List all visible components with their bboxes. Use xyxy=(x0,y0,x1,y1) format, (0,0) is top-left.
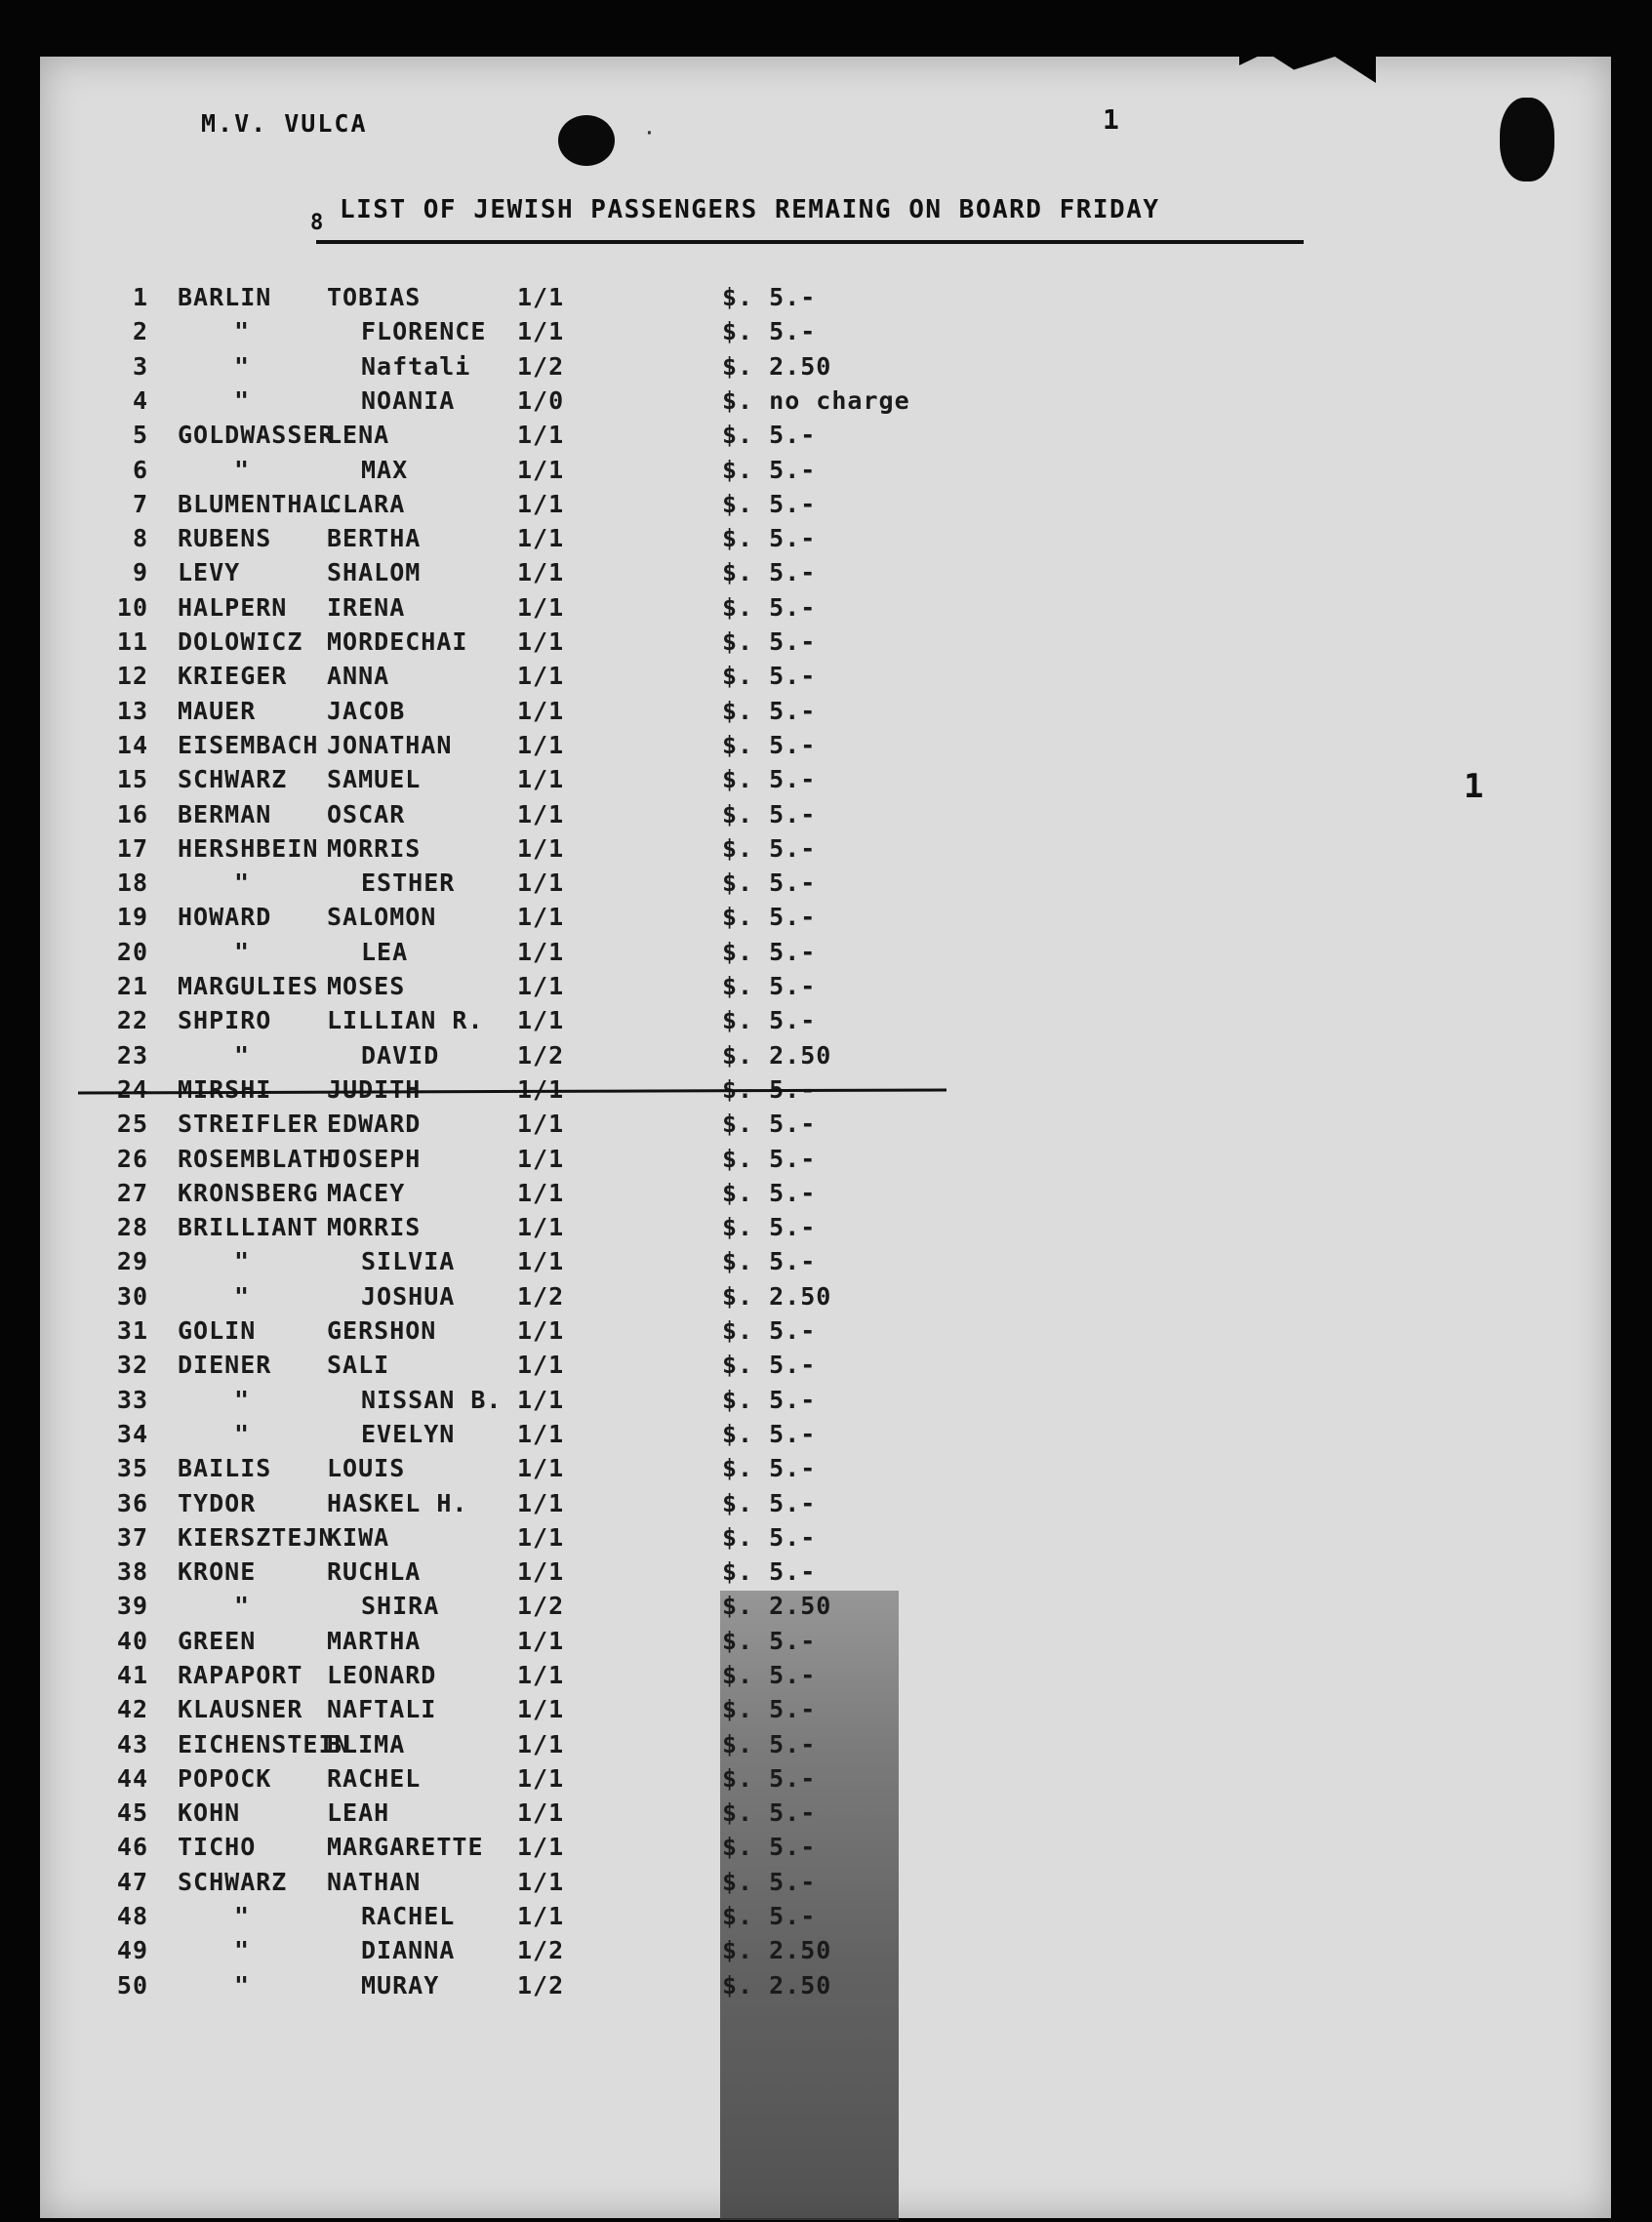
passenger-amount: $. 5.- xyxy=(722,1868,817,1896)
passenger-given-name: JUDITH xyxy=(327,1075,422,1104)
passenger-fare-fraction: 1/1 xyxy=(517,1247,565,1275)
passenger-fare-fraction: 1/1 xyxy=(517,1868,565,1896)
passenger-surname: " xyxy=(234,1936,251,1964)
passenger-number: 47 xyxy=(116,1868,148,1896)
passenger-fare-fraction: 1/2 xyxy=(517,1282,565,1311)
passenger-given-name: MURAY xyxy=(361,1971,440,2000)
passenger-number: 25 xyxy=(116,1110,148,1138)
passenger-number: 48 xyxy=(116,1902,148,1930)
passenger-surname: " xyxy=(234,869,251,897)
passenger-number: 50 xyxy=(116,1971,148,2000)
passenger-amount: $. 5.- xyxy=(722,593,817,622)
passenger-fare-fraction: 1/1 xyxy=(517,1213,565,1241)
passenger-surname: " xyxy=(234,456,251,484)
passenger-given-name: LEONARD xyxy=(327,1661,437,1689)
passenger-given-name: LOUIS xyxy=(327,1454,406,1482)
passenger-amount: $. 5.- xyxy=(722,697,817,725)
passenger-fare-fraction: 1/1 xyxy=(517,1351,565,1379)
passenger-number: 14 xyxy=(116,731,148,759)
passenger-number: 2 xyxy=(132,317,148,345)
ship-mark: · xyxy=(644,123,657,143)
passenger-fare-fraction: 1/1 xyxy=(517,1454,565,1482)
passenger-fare-fraction: 1/1 xyxy=(517,1764,565,1793)
passenger-given-name: SILVIA xyxy=(361,1247,456,1275)
passenger-given-name: MARTHA xyxy=(327,1627,422,1655)
passenger-number: 17 xyxy=(116,834,148,863)
passenger-fare-fraction: 1/1 xyxy=(517,593,565,622)
passenger-amount: $. 5.- xyxy=(722,1213,817,1241)
passenger-surname: SCHWARZ xyxy=(178,1868,288,1896)
passenger-surname: " xyxy=(234,938,251,966)
passenger-fare-fraction: 1/1 xyxy=(517,1179,565,1207)
passenger-number: 19 xyxy=(116,903,148,931)
passenger-amount: $. 5.- xyxy=(722,1420,817,1448)
passenger-fare-fraction: 1/1 xyxy=(517,1730,565,1758)
passenger-surname: " xyxy=(234,1386,251,1414)
passenger-fare-fraction: 1/1 xyxy=(517,800,565,828)
passenger-surname: BRILLIANT xyxy=(178,1213,319,1241)
passenger-fare-fraction: 1/1 xyxy=(517,627,565,656)
passenger-given-name: Naftali xyxy=(361,352,471,381)
passenger-number: 20 xyxy=(116,938,148,966)
passenger-surname: BARLIN xyxy=(178,283,272,311)
punch-hole-left xyxy=(558,115,615,166)
passenger-number: 31 xyxy=(116,1316,148,1345)
passenger-fare-fraction: 1/1 xyxy=(517,1557,565,1586)
passenger-given-name: EVELYN xyxy=(361,1420,456,1448)
passenger-amount: $. 5.- xyxy=(722,283,817,311)
passenger-fare-fraction: 1/1 xyxy=(517,1902,565,1930)
passenger-given-name: SHALOM xyxy=(327,558,422,586)
passenger-number: 21 xyxy=(116,972,148,1000)
passenger-given-name: FLORENCE xyxy=(361,317,487,345)
passenger-surname: KOHN xyxy=(178,1798,241,1827)
passenger-surname: GOLDWASSER xyxy=(178,421,335,449)
passenger-given-name: LILLIAN R. xyxy=(327,1006,484,1034)
passenger-number: 26 xyxy=(116,1145,148,1173)
passenger-surname: DOLOWICZ xyxy=(178,627,303,656)
passenger-given-name: JOSHUA xyxy=(361,1282,456,1311)
passenger-surname: ROSEMBLATH xyxy=(178,1145,335,1173)
passenger-given-name: NATHAN xyxy=(327,1868,422,1896)
passenger-amount: $. 5.- xyxy=(722,1489,817,1517)
passenger-surname: " xyxy=(234,1971,251,2000)
passenger-number: 5 xyxy=(132,421,148,449)
passenger-amount: $. 5.- xyxy=(722,558,817,586)
passenger-surname: " xyxy=(234,386,251,415)
passenger-surname: MARGULIES xyxy=(178,972,319,1000)
passenger-amount: $. 5.- xyxy=(722,1110,817,1138)
passenger-amount: $. 5.- xyxy=(722,869,817,897)
passenger-amount: $. 5.- xyxy=(722,1730,817,1758)
passenger-fare-fraction: 1/0 xyxy=(517,386,565,415)
passenger-fare-fraction: 1/1 xyxy=(517,834,565,863)
passenger-surname: STREIFLER xyxy=(178,1110,319,1138)
passenger-fare-fraction: 1/1 xyxy=(517,903,565,931)
passenger-number: 41 xyxy=(116,1661,148,1689)
passenger-surname: " xyxy=(234,1282,251,1311)
passenger-amount: $. 2.50 xyxy=(722,1282,832,1311)
passenger-amount: $. 5.- xyxy=(722,731,817,759)
passenger-given-name: MORRIS xyxy=(327,834,422,863)
passenger-given-name: JOSEPH xyxy=(327,1145,422,1173)
passenger-given-name: JACOB xyxy=(327,697,406,725)
passenger-number: 37 xyxy=(116,1523,148,1552)
passenger-amount: $. 2.50 xyxy=(722,352,832,381)
passenger-number: 49 xyxy=(116,1936,148,1964)
passenger-fare-fraction: 1/1 xyxy=(517,1145,565,1173)
passenger-number: 27 xyxy=(116,1179,148,1207)
passenger-surname: POPOCK xyxy=(178,1764,272,1793)
passenger-amount: $. 5.- xyxy=(722,800,817,828)
passenger-fare-fraction: 1/1 xyxy=(517,731,565,759)
passenger-given-name: NISSAN B. xyxy=(361,1386,503,1414)
passenger-surname: SCHWARZ xyxy=(178,765,288,793)
passenger-number: 22 xyxy=(116,1006,148,1034)
passenger-fare-fraction: 1/1 xyxy=(517,1523,565,1552)
passenger-given-name: LEA xyxy=(361,938,409,966)
passenger-given-name: MOSES xyxy=(327,972,406,1000)
passenger-surname: EICHENSTEIN xyxy=(178,1730,350,1758)
passenger-fare-fraction: 1/1 xyxy=(517,1627,565,1655)
passenger-fare-fraction: 1/1 xyxy=(517,1316,565,1345)
passenger-given-name: MAX xyxy=(361,456,409,484)
passenger-amount: $. 5.- xyxy=(722,1075,817,1104)
passenger-amount: $. 5.- xyxy=(722,1661,817,1689)
passenger-number: 36 xyxy=(116,1489,148,1517)
passenger-surname: MAUER xyxy=(178,697,257,725)
passenger-amount: $. 2.50 xyxy=(722,1971,832,2000)
passenger-surname: GREEN xyxy=(178,1627,257,1655)
passenger-amount: $. 5.- xyxy=(722,1316,817,1345)
passenger-surname: HERSHBEIN xyxy=(178,834,319,863)
passenger-number: 18 xyxy=(116,869,148,897)
passenger-surname: HALPERN xyxy=(178,593,288,622)
passenger-amount: $. 5.- xyxy=(722,456,817,484)
passenger-fare-fraction: 1/1 xyxy=(517,283,565,311)
passenger-given-name: JONATHAN xyxy=(327,731,453,759)
passenger-number: 38 xyxy=(116,1557,148,1586)
passenger-fare-fraction: 1/2 xyxy=(517,1936,565,1964)
passenger-given-name: MORDECHAI xyxy=(327,627,468,656)
passenger-fare-fraction: 1/1 xyxy=(517,456,565,484)
passenger-number: 6 xyxy=(132,456,148,484)
passenger-given-name: GERSHON xyxy=(327,1316,437,1345)
passenger-number: 34 xyxy=(116,1420,148,1448)
passenger-surname: KRONSBERG xyxy=(178,1179,319,1207)
passenger-number: 13 xyxy=(116,697,148,725)
passenger-fare-fraction: 1/2 xyxy=(517,1041,565,1070)
passenger-surname: DIENER xyxy=(178,1351,272,1379)
passenger-surname: LEVY xyxy=(178,558,241,586)
title-number: 8 xyxy=(310,211,326,235)
passenger-surname: " xyxy=(234,1041,251,1070)
passenger-fare-fraction: 1/1 xyxy=(517,558,565,586)
passenger-given-name: MARGARETTE xyxy=(327,1833,484,1861)
passenger-fare-fraction: 1/1 xyxy=(517,1420,565,1448)
passenger-surname: BERMAN xyxy=(178,800,272,828)
passenger-surname: RAPAPORT xyxy=(178,1661,303,1689)
passenger-given-name: MORRIS xyxy=(327,1213,422,1241)
passenger-given-name: MACEY xyxy=(327,1179,406,1207)
passenger-number: 39 xyxy=(116,1592,148,1620)
passenger-fare-fraction: 1/2 xyxy=(517,352,565,381)
passenger-given-name: IRENA xyxy=(327,593,406,622)
passenger-amount: $. 5.- xyxy=(722,490,817,518)
page-mark: 1 xyxy=(1103,103,1121,136)
passenger-given-name: DAVID xyxy=(361,1041,440,1070)
passenger-given-name: RACHEL xyxy=(361,1902,456,1930)
passenger-amount: $. 5.- xyxy=(722,317,817,345)
passenger-amount: $. 2.50 xyxy=(722,1041,832,1070)
passenger-given-name: NOANIA xyxy=(361,386,456,415)
passenger-amount: $. 5.- xyxy=(722,662,817,690)
passenger-amount: $. 2.50 xyxy=(722,1936,832,1964)
passenger-number: 7 xyxy=(132,490,148,518)
page-title: LIST OF JEWISH PASSENGERS REMAING ON BOARD FRIDAY xyxy=(340,195,1160,224)
passenger-given-name: KIWA xyxy=(327,1523,390,1552)
passenger-amount: $. 5.- xyxy=(722,1145,817,1173)
passenger-fare-fraction: 1/1 xyxy=(517,490,565,518)
passenger-number: 8 xyxy=(132,524,148,552)
passenger-fare-fraction: 1/1 xyxy=(517,1489,565,1517)
passenger-given-name: CLARA xyxy=(327,490,406,518)
passenger-surname: " xyxy=(234,1902,251,1930)
side-number: 1 xyxy=(1464,767,1486,806)
passenger-fare-fraction: 1/1 xyxy=(517,662,565,690)
passenger-surname: " xyxy=(234,1592,251,1620)
passenger-given-name: BLIMA xyxy=(327,1730,406,1758)
passenger-fare-fraction: 1/1 xyxy=(517,1695,565,1723)
passenger-number: 24 xyxy=(116,1075,148,1104)
passenger-fare-fraction: 1/1 xyxy=(517,317,565,345)
passenger-given-name: NAFTALI xyxy=(327,1695,437,1723)
passenger-surname: GOLIN xyxy=(178,1316,257,1345)
passenger-surname: RUBENS xyxy=(178,524,272,552)
passenger-number: 40 xyxy=(116,1627,148,1655)
passenger-surname: BAILIS xyxy=(178,1454,272,1482)
passenger-number: 23 xyxy=(116,1041,148,1070)
passenger-number: 44 xyxy=(116,1764,148,1793)
title-underline xyxy=(316,240,1304,244)
passenger-surname: KRONE xyxy=(178,1557,257,1586)
passenger-amount: $. 5.- xyxy=(722,1764,817,1793)
passenger-surname: KIERSZTEJN xyxy=(178,1523,335,1552)
ship-name: M.V. VULCA xyxy=(201,109,368,138)
passenger-surname: " xyxy=(234,1420,251,1448)
passenger-given-name: RUCHLA xyxy=(327,1557,422,1586)
passenger-surname: TYDOR xyxy=(178,1489,257,1517)
passenger-number: 12 xyxy=(116,662,148,690)
passenger-number: 4 xyxy=(132,386,148,415)
passenger-amount: $. 5.- xyxy=(722,1351,817,1379)
passenger-surname: " xyxy=(234,352,251,381)
passenger-surname: KRIEGER xyxy=(178,662,288,690)
passenger-fare-fraction: 1/1 xyxy=(517,1386,565,1414)
passenger-amount: $. 5.- xyxy=(722,1695,817,1723)
passenger-amount: $. 5.- xyxy=(722,1557,817,1586)
passenger-given-name: SAMUEL xyxy=(327,765,422,793)
passenger-number: 42 xyxy=(116,1695,148,1723)
passenger-fare-fraction: 1/1 xyxy=(517,524,565,552)
passenger-amount: $. 5.- xyxy=(722,1386,817,1414)
passenger-number: 15 xyxy=(116,765,148,793)
passenger-number: 29 xyxy=(116,1247,148,1275)
passenger-amount: $. 5.- xyxy=(722,1523,817,1552)
passenger-given-name: DIANNA xyxy=(361,1936,456,1964)
passenger-number: 30 xyxy=(116,1282,148,1311)
passenger-number: 45 xyxy=(116,1798,148,1827)
passenger-fare-fraction: 1/1 xyxy=(517,972,565,1000)
passenger-fare-fraction: 1/1 xyxy=(517,421,565,449)
passenger-fare-fraction: 1/1 xyxy=(517,1006,565,1034)
passenger-given-name: TOBIAS xyxy=(327,283,422,311)
passenger-given-name: LENA xyxy=(327,421,390,449)
passenger-amount: $. 5.- xyxy=(722,1247,817,1275)
passenger-number: 32 xyxy=(116,1351,148,1379)
passenger-number: 11 xyxy=(116,627,148,656)
passenger-fare-fraction: 1/1 xyxy=(517,765,565,793)
passenger-fare-fraction: 1/1 xyxy=(517,1798,565,1827)
passenger-fare-fraction: 1/1 xyxy=(517,1661,565,1689)
passenger-surname: MIRSHI xyxy=(178,1075,272,1104)
passenger-fare-fraction: 1/1 xyxy=(517,1075,565,1104)
passenger-fare-fraction: 1/1 xyxy=(517,1110,565,1138)
passenger-amount: $. 5.- xyxy=(722,627,817,656)
passenger-number: 1 xyxy=(132,283,148,311)
passenger-amount: $. 5.- xyxy=(722,834,817,863)
passenger-amount: $. 5.- xyxy=(722,1833,817,1861)
passenger-amount: $. 5.- xyxy=(722,1179,817,1207)
passenger-number: 10 xyxy=(116,593,148,622)
passenger-given-name: OSCAR xyxy=(327,800,406,828)
passenger-amount: $. 5.- xyxy=(722,1006,817,1034)
passenger-given-name: LEAH xyxy=(327,1798,390,1827)
passenger-number: 43 xyxy=(116,1730,148,1758)
passenger-amount: $. 2.50 xyxy=(722,1592,832,1620)
passenger-amount: $. 5.- xyxy=(722,421,817,449)
passenger-number: 28 xyxy=(116,1213,148,1241)
passenger-fare-fraction: 1/1 xyxy=(517,697,565,725)
passenger-amount: $. 5.- xyxy=(722,765,817,793)
passenger-fare-fraction: 1/1 xyxy=(517,938,565,966)
passenger-amount: $. 5.- xyxy=(722,1454,817,1482)
passenger-number: 33 xyxy=(116,1386,148,1414)
passenger-fare-fraction: 1/2 xyxy=(517,1592,565,1620)
passenger-surname: HOWARD xyxy=(178,903,272,931)
passenger-given-name: ANNA xyxy=(327,662,390,690)
passenger-amount: $. 5.- xyxy=(722,903,817,931)
passenger-given-name: HASKEL H. xyxy=(327,1489,468,1517)
passenger-number: 3 xyxy=(132,352,148,381)
passenger-given-name: SALI xyxy=(327,1351,390,1379)
passenger-amount: $. no charge xyxy=(722,386,910,415)
passenger-given-name: SHIRA xyxy=(361,1592,440,1620)
passenger-given-name: RACHEL xyxy=(327,1764,422,1793)
passenger-surname: KLAUSNER xyxy=(178,1695,303,1723)
passenger-given-name: ESTHER xyxy=(361,869,456,897)
passenger-amount: $. 5.- xyxy=(722,1627,817,1655)
punch-hole-right xyxy=(1500,98,1554,182)
passenger-surname: EISEMBACH xyxy=(178,731,319,759)
passenger-number: 9 xyxy=(132,558,148,586)
passenger-amount: $. 5.- xyxy=(722,1798,817,1827)
passenger-number: 46 xyxy=(116,1833,148,1861)
passenger-amount: $. 5.- xyxy=(722,938,817,966)
passenger-number: 35 xyxy=(116,1454,148,1482)
passenger-given-name: BERTHA xyxy=(327,524,422,552)
passenger-given-name: SALOMON xyxy=(327,903,437,931)
passenger-amount: $. 5.- xyxy=(722,524,817,552)
passenger-surname: SHPIRO xyxy=(178,1006,272,1034)
passenger-surname: " xyxy=(234,317,251,345)
passenger-given-name: EDWARD xyxy=(327,1110,422,1138)
passenger-fare-fraction: 1/1 xyxy=(517,1833,565,1861)
passenger-fare-fraction: 1/1 xyxy=(517,869,565,897)
passenger-fare-fraction: 1/2 xyxy=(517,1971,565,2000)
passenger-surname: BLUMENTHAL xyxy=(178,490,335,518)
passenger-number: 16 xyxy=(116,800,148,828)
passenger-surname: TICHO xyxy=(178,1833,257,1861)
passenger-amount: $. 5.- xyxy=(722,1902,817,1930)
passenger-surname: " xyxy=(234,1247,251,1275)
passenger-amount: $. 5.- xyxy=(722,972,817,1000)
